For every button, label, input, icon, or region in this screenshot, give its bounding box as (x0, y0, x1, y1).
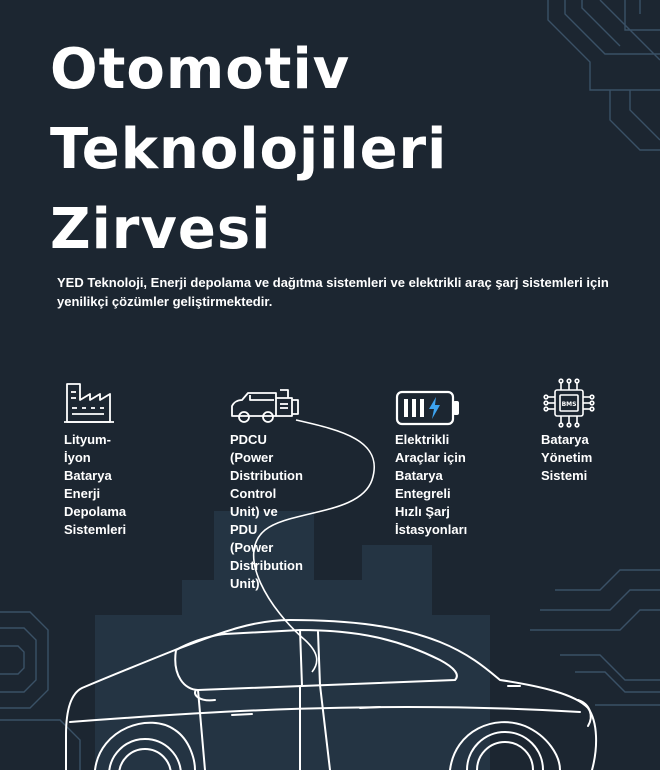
intro-line-1: YED Teknoloji, Enerji depolama ve dağıtma sistemleri ve elektrikli araç şarj sistemleri için (57, 275, 609, 290)
intro-line-2: yenilikçi çözümler geliştirmektedir. (57, 294, 273, 309)
factory-icon (64, 378, 114, 428)
title-line-2: Teknolojileri (50, 117, 448, 182)
feature-label: Lityum-İyon Batarya Enerji Depolama Sistemleri (64, 432, 127, 537)
feature-label: Elektrikli Araçlar için Batarya Entegreli Hızlı Şarj İstasyonları (395, 432, 468, 537)
title-line-3: Zirvesi (50, 197, 272, 262)
chip-label: BMS (561, 401, 577, 408)
page-title (50, 30, 610, 270)
title-line-1: Otomotiv (50, 37, 351, 102)
battery-charging-icon (395, 390, 461, 430)
truck-icon (230, 388, 300, 428)
intro-paragraph (57, 273, 617, 311)
chip-icon (543, 378, 595, 432)
feature-label: PDCU (Power Distribution Control Unit) ve PDU (Power Distribution Unit) (230, 432, 303, 591)
feature-label: Batarya Yönetim Sistemi (541, 432, 593, 483)
